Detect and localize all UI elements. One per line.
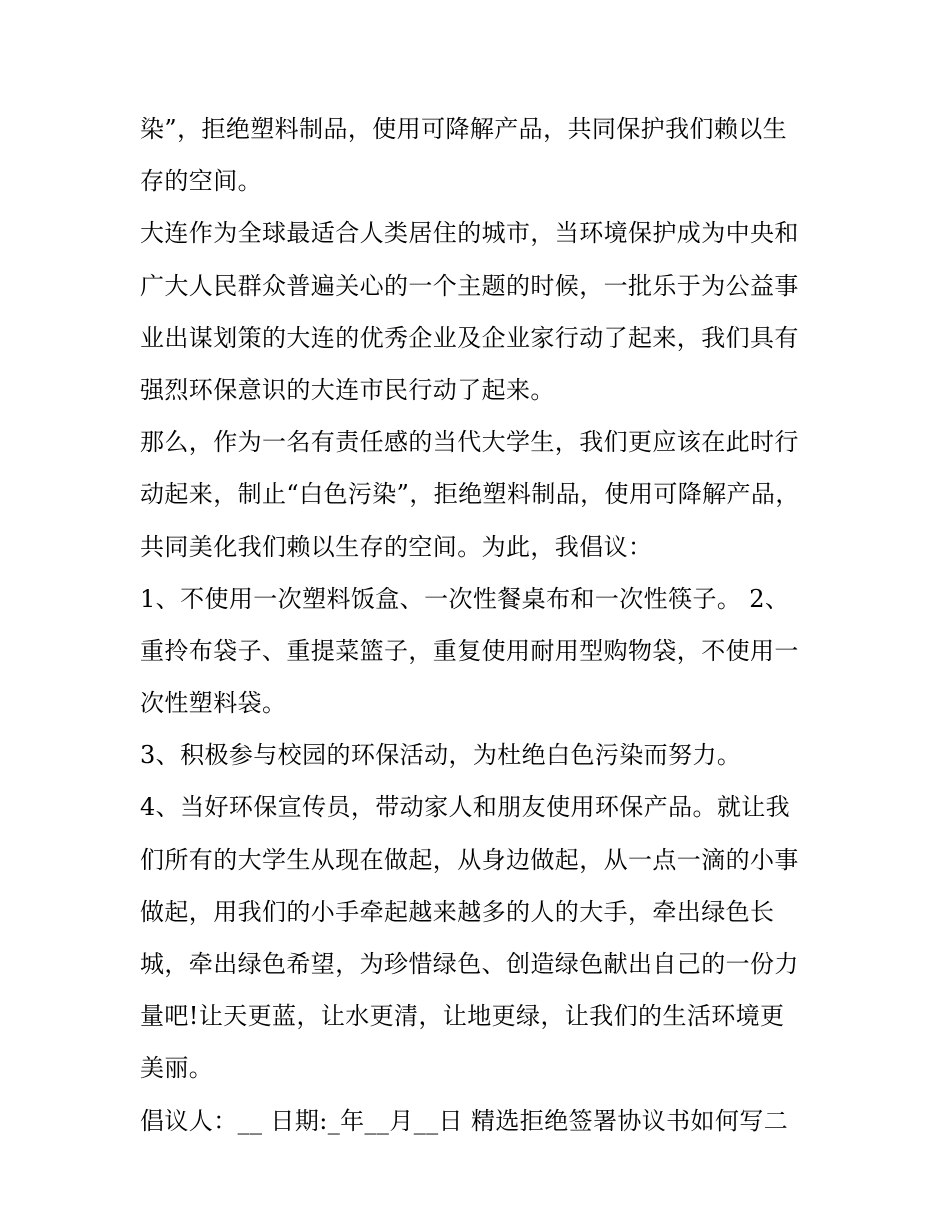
text-line: 美丽。 xyxy=(140,1054,214,1083)
text-line: 业出谋划策的大连的优秀企业及企业家行动了起来，我们具有 xyxy=(140,323,799,352)
text-line: 那么，作为一名有责任感的当代大学生，我们更应该在此时行 xyxy=(140,428,799,457)
text-line: 做起，用我们的小手牵起越来越多的人的大手，牵出绿色长 xyxy=(140,897,775,926)
text-line: 倡议人：__ 日期:_年__月__日 精选拒绝签署协议书如何写二 xyxy=(140,1106,789,1135)
text-line: 4、当好环保宣传员，带动家人和朋友使用环保产品。就让我 xyxy=(140,793,791,822)
text-line: 染”，拒绝塑料制品，使用可降解产品，共同保护我们赖以生 xyxy=(140,115,788,143)
text-line: 3、积极参与校园的环保活动，为杜绝白色污染而努力。 xyxy=(140,741,742,770)
text-line: 城，牵出绿色希望，为珍惜绿色、创造绿色献出自己的一份力 xyxy=(140,950,799,978)
text-line: 存的空间。 xyxy=(140,167,262,196)
text-line: 量吧!让天更蓝，让水更清，让地更绿，让我们的生活环境更 xyxy=(140,1002,785,1031)
text-line: 们所有的大学生从现在做起，从身边做起，从一点一滴的小事 xyxy=(140,845,799,874)
text-line: 强烈环保意识的大连市民行动了起来。 xyxy=(140,375,555,404)
text-line: 1、不使用一次塑料饭盒、一次性餐桌布和一次性筷子。 2、 xyxy=(140,584,790,613)
text-line: 广大人民群众普遍关心的一个主题的时候，一批乐于为公益事 xyxy=(140,271,799,300)
text-line: 重拎布袋子、重提菜篮子，重复使用耐用型购物袋，不使用一 xyxy=(140,636,799,665)
text-line: 共同美化我们赖以生存的空间。为此，我倡议： xyxy=(140,532,653,561)
document-body xyxy=(140,103,820,1147)
text-line: 大连作为全球最适合人类居住的城市，当环境保护成为中央和 xyxy=(140,219,799,248)
text-line: 动起来，制止“白色污染”，拒绝塑料制品，使用可降解产品， xyxy=(140,480,800,509)
text-line: 次性塑料袋。 xyxy=(140,689,287,718)
